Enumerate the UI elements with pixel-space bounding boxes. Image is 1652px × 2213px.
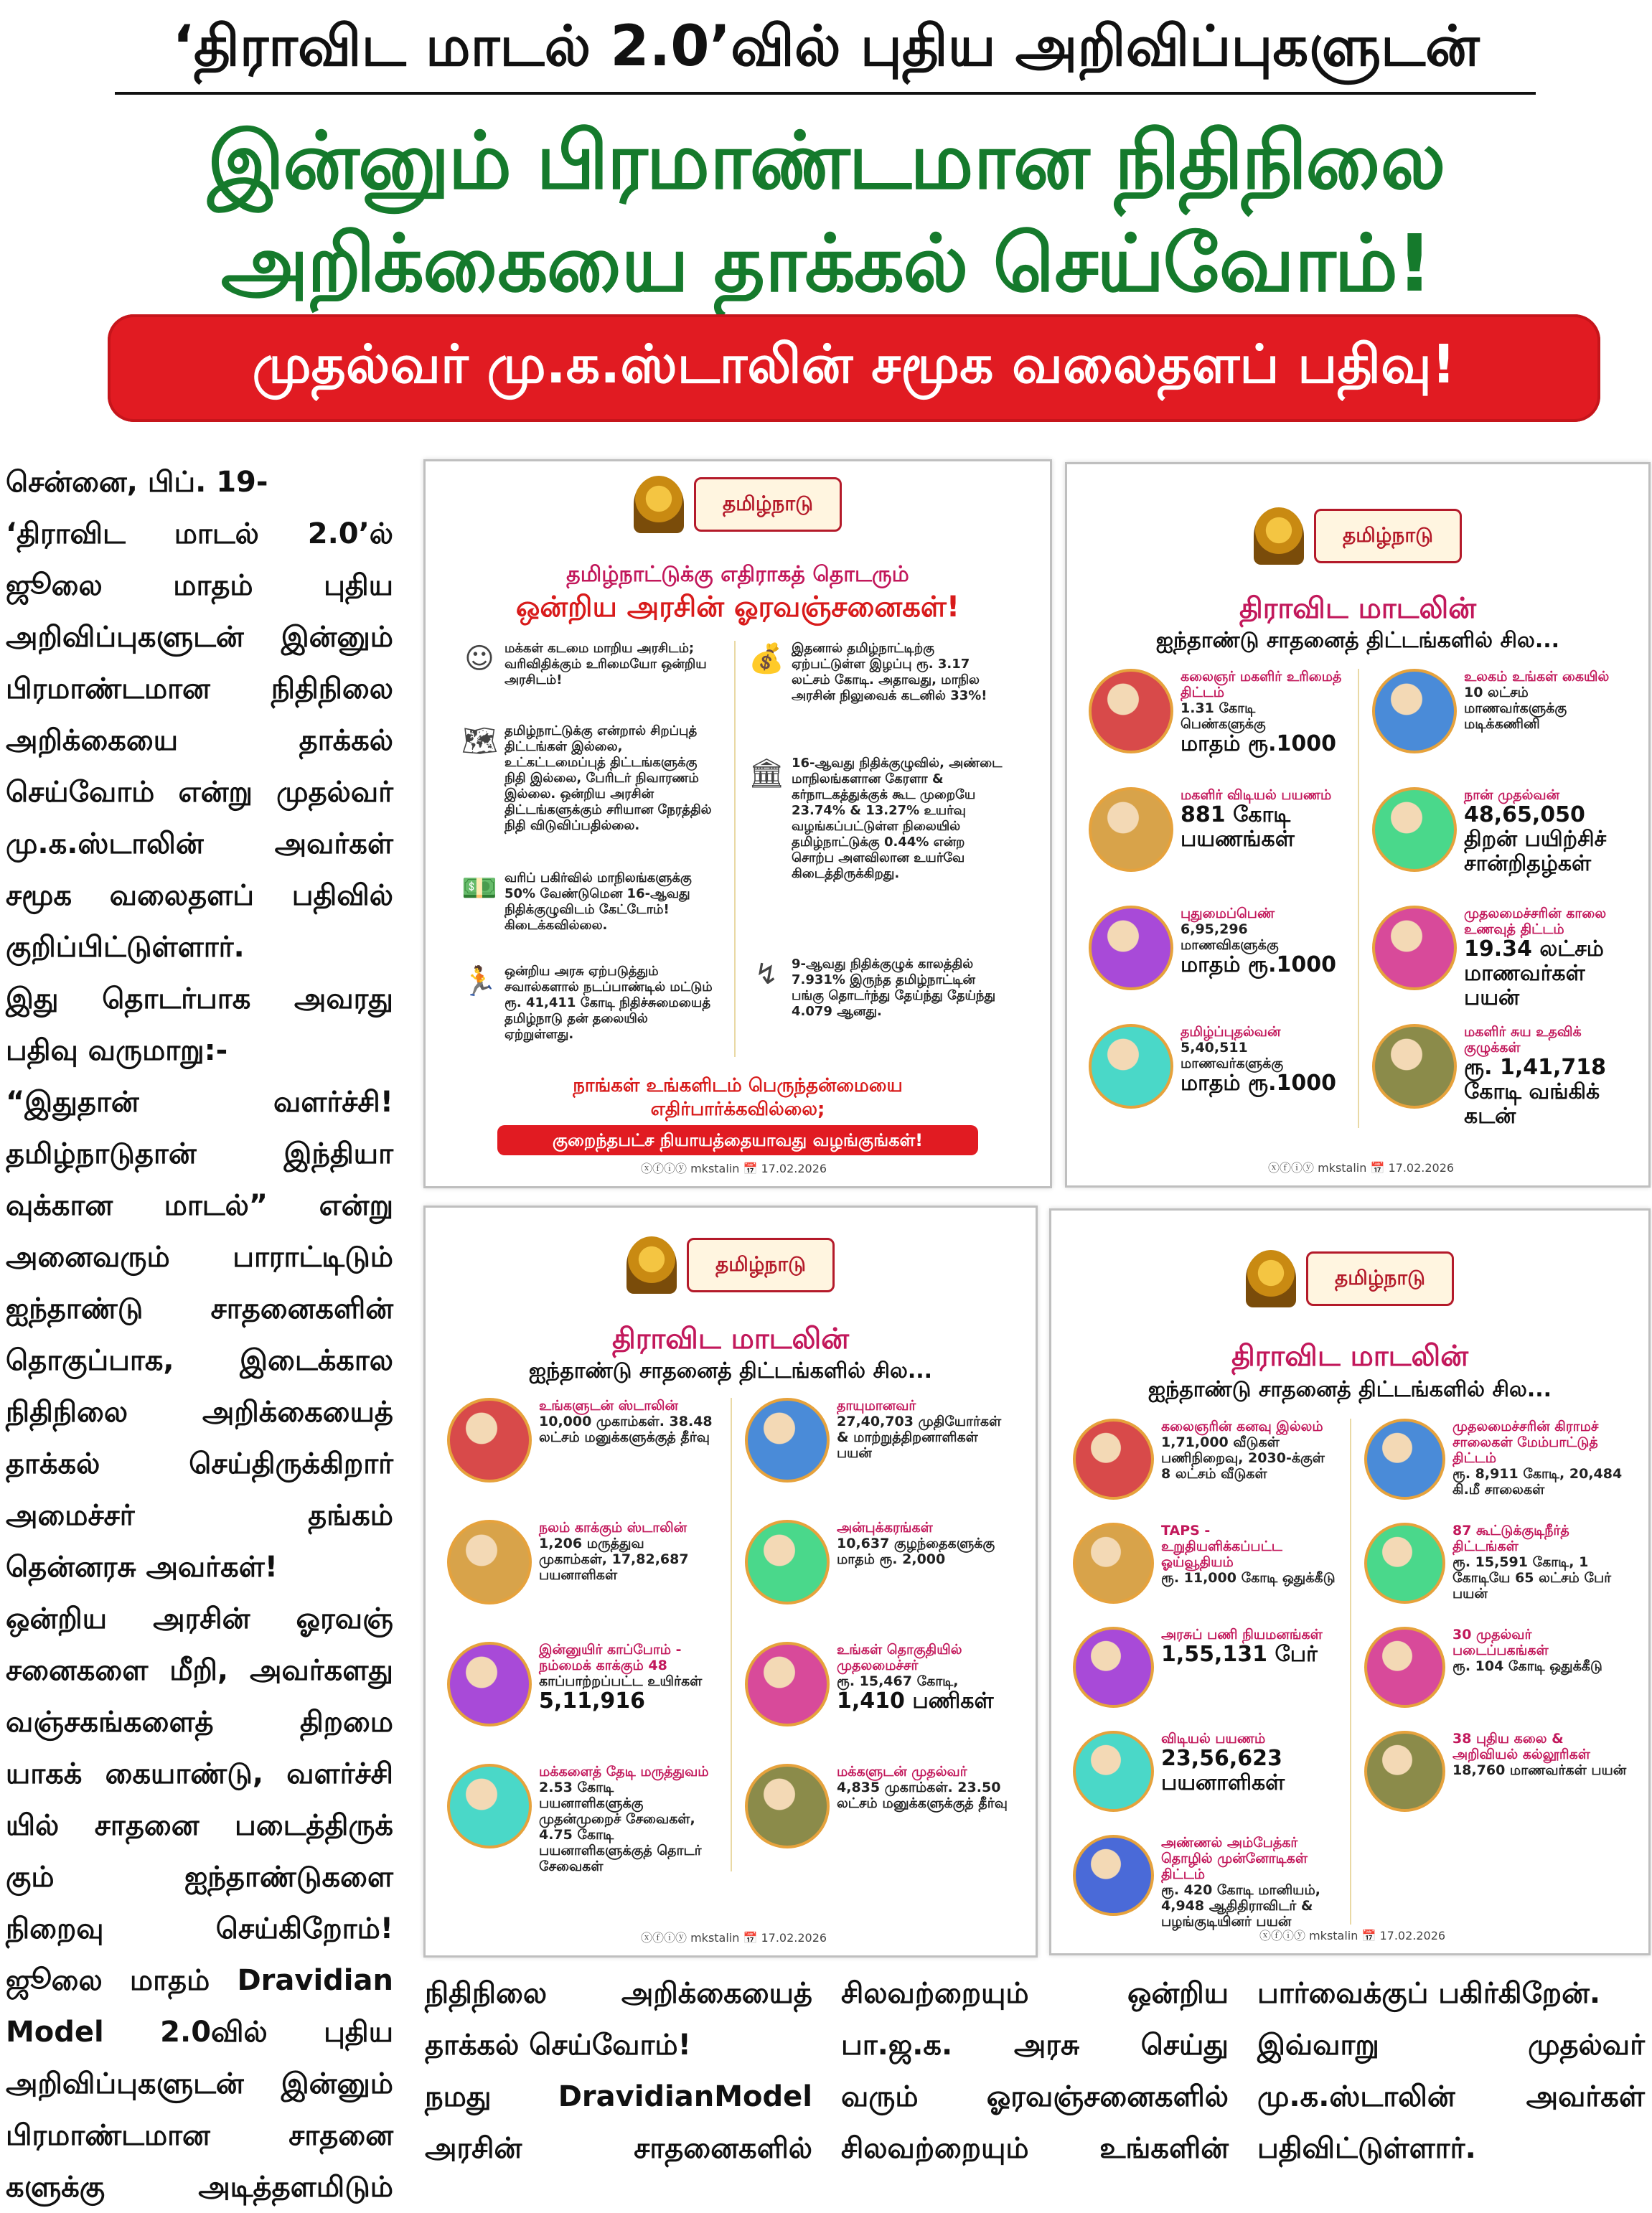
card4-title: திராவிட மாடலின்	[1231, 1340, 1469, 1373]
card2-item-text	[1464, 1024, 1627, 1129]
tn-emblem-icon	[1254, 507, 1304, 565]
card3-item-highlight: 1,410 பணிகள்	[837, 1688, 994, 1714]
card2-item	[1372, 1024, 1627, 1129]
tn-emblem-icon	[1246, 1250, 1296, 1307]
card2-item-photo	[1372, 906, 1457, 990]
card4-item-photo	[1073, 1835, 1154, 1916]
article-column-left	[6, 456, 393, 2213]
tamilnadu-logo: தமிழ்நாடு	[694, 477, 842, 532]
tn-emblem-icon	[626, 1236, 677, 1294]
card3-item-highlight: 5,11,916	[539, 1688, 646, 1714]
main-headline: இன்னும் பிரமாண்டமான நிதிநிலை அறிக்கையை தாக்கல் செய்வோம்!	[207, 115, 1445, 309]
card4-item-photo	[1073, 1523, 1154, 1604]
card1-item-icon: 🏃	[461, 965, 497, 998]
card2-divider	[1358, 669, 1359, 1128]
card2-item-detail: 1.31 கோடி பெண்களுக்கு	[1181, 700, 1266, 732]
card2-item-text	[1464, 787, 1627, 876]
card4-item-text	[1161, 1627, 1323, 1667]
card4-item-photo	[1073, 1731, 1154, 1812]
card2-item-highlight: மாதம் ரூ.1000	[1181, 1071, 1336, 1096]
card3-item-text	[539, 1642, 716, 1714]
article-line: இவ்வாறு முதல்வர்	[1257, 2029, 1645, 2062]
card3-item-photo	[447, 1398, 532, 1483]
card3-item	[447, 1764, 716, 1874]
card2-item-photo	[1372, 787, 1457, 872]
card4-item-text	[1161, 1523, 1336, 1586]
card3-item-text	[539, 1398, 716, 1445]
card3-item-detail: 10,000 முகாம்கள். 38.48 லட்சம் மனுக்களுக்குத் தீர்வு	[539, 1414, 713, 1445]
article-column-bottom-3	[1257, 1968, 1645, 2174]
article-line: நிறைவு செய்கிறோம்!	[6, 1912, 393, 1945]
card3-item-title: நலம் காக்கும் ஸ்டாலின்	[539, 1520, 687, 1536]
card3-item	[447, 1520, 716, 1604]
card1-item	[461, 723, 720, 834]
card2-item-photo	[1089, 906, 1173, 990]
card4-item-title: கலைஞரின் கனவு இல்லம்	[1161, 1419, 1323, 1434]
article-line: ‘திராவிட மாடல் 2.0’ல்	[6, 517, 393, 550]
card2-item-photo	[1089, 1024, 1173, 1109]
card2-item-photo	[1372, 669, 1457, 753]
card4-item-photo	[1364, 1523, 1445, 1604]
article-line: பா.ஜ.க. அரசு செய்து	[841, 2029, 1229, 2062]
card2-item	[1089, 669, 1343, 756]
article-line: வுக்கான மாடல்” என்று	[6, 1189, 393, 1222]
article-line: நிதிநிலை அறிக்கையைத்	[425, 1977, 812, 2010]
card2-item	[1089, 906, 1343, 990]
tamilnadu-logo: தமிழ்நாடு	[687, 1238, 835, 1292]
card1-item	[748, 957, 1007, 1020]
card4-item-title: முதலமைச்சரின் கிராமச் சாலைகள் மேம்பாட்டுத் திட்டம்	[1452, 1419, 1599, 1466]
card-footer: ⓧⓕⓘⓨ mkstalin 📅 17.02.2026	[1268, 1161, 1455, 1175]
card2-item-photo	[1089, 787, 1173, 872]
card1-item-icon: 🗺	[461, 725, 498, 758]
card2-item-title: உலகம் உங்கள் கையில்	[1464, 669, 1610, 685]
card3-item-photo	[745, 1398, 830, 1483]
card3-item-detail: 10,637 குழந்தைகளுக்கு மாதம் ரூ. 2,000	[837, 1536, 995, 1567]
card4-item-photo	[1364, 1419, 1445, 1500]
article-line: சமூக வலைதளப் பதிவில்	[6, 879, 393, 912]
article-line: இது தொடர்பாக அவரது	[6, 982, 393, 1015]
card-logo-row	[1067, 507, 1648, 565]
article-line: குறிப்பிட்டுள்ளார்.	[6, 931, 245, 964]
article-line: தென்னரசு அவர்கள்!	[6, 1551, 278, 1584]
card2-item-text	[1464, 906, 1627, 1010]
card1-item-text: ஒன்றிய அரசு ஏற்படுத்தும் சவால்களால் நடப்பாண்டில் மட்டும் ரூ. 41,411 கோடி நிதிச்சுமையைத் தமிழ்நாடு தன் தலையில் ஏற்றுள்ளது.	[504, 964, 713, 1042]
card4-item	[1364, 1731, 1627, 1812]
card3-divider	[731, 1398, 732, 1871]
card3-title: திராவிட மாடலின்	[611, 1322, 850, 1355]
card3-item-photo	[745, 1520, 830, 1604]
card4-item-text	[1452, 1523, 1627, 1602]
card-logo-row	[426, 1236, 1036, 1294]
card2-title: திராவிட மாடலின்	[1239, 592, 1477, 625]
article-line: தாக்கல் செய்திருக்கிறார்	[6, 1447, 393, 1480]
card1-item-icon: 💰	[748, 642, 784, 675]
card4-item-photo	[1073, 1627, 1154, 1708]
card4-item	[1073, 1419, 1336, 1500]
kicker-headline: ‘திராவிட மாடல் 2.0’வில் புதிய அறிவிப்புகளுடன்	[172, 14, 1480, 79]
card1-item-icon: 🏛	[748, 757, 785, 790]
card-footer: ⓧⓕⓘⓨ mkstalin 📅 17.02.2026	[641, 1931, 827, 1945]
card3-item	[447, 1642, 716, 1726]
banner-text: முதல்வர் மு.க.ஸ்டாலின் சமூக வலைதளப் பதிவு!	[252, 334, 1456, 395]
article-line: மு.க.ஸ்டாலின் அவர்கள்	[1257, 2080, 1645, 2113]
card3-subtitle: ஐந்தாண்டு சாதனைத் திட்டங்களில் சில...	[528, 1358, 933, 1383]
card2-item-highlight: மாதம் ரூ.1000	[1181, 731, 1336, 756]
card-logo-row	[426, 476, 1050, 533]
tamilnadu-logo: தமிழ்நாடு	[1306, 1251, 1454, 1306]
card2-item	[1089, 787, 1343, 872]
article-line: Model 2.0வில் புதிய	[6, 2016, 393, 2049]
card3-item-title: இன்னுயிர் காப்போம் - நம்மைக் காக்கும் 48	[539, 1642, 682, 1673]
card3-item-text	[837, 1764, 1014, 1811]
card4-item-highlight: 23,56,623 பயனாளிகள்	[1161, 1746, 1285, 1795]
article-line: யில் சாதனை படைத்திருக்	[6, 1809, 393, 1842]
card2-item-title: கலைஞர் மகளிர் உரிமைத் திட்டம்	[1181, 669, 1342, 700]
card2-item-highlight: 48,65,050 திறன் பயிற்சிச் சான்றிதழ்கள்	[1464, 802, 1607, 876]
card2-item-title: முதலமைச்சரின் காலை உணவுத் திட்டம்	[1464, 906, 1607, 937]
article-line: நிதிநிலை அறிக்கையைத்	[6, 1396, 393, 1429]
article-line: ஜூலை மாதம் Dravidian	[6, 1964, 393, 1997]
card3-item	[447, 1398, 716, 1483]
card2-item-title: தமிழ்ப்புதல்வன்	[1181, 1024, 1281, 1040]
card2-item-title: புதுமைப்பெண்	[1181, 906, 1275, 921]
card4-item-photo	[1364, 1731, 1445, 1812]
card1-item-icon: 💵	[461, 872, 497, 905]
card3-item-detail: 2.53 கோடி பயனாளிகளுக்கு முதன்முறைச் சேவைகள், 4.75 கோடி பயனாளிகளுக்குத் தொடர் சேவைகள்	[539, 1780, 702, 1874]
article-line: சிலவற்றையும் ஒன்றிய	[841, 1977, 1229, 2010]
card3-item-photo	[745, 1764, 830, 1848]
card3-item-text	[837, 1398, 1014, 1461]
card2-item-detail: 6,95,296 மாணவிகளுக்கு	[1181, 921, 1279, 953]
card4-item-highlight: 1,55,131 பேர்	[1161, 1642, 1318, 1667]
card2-item-highlight: மாதம் ரூ.1000	[1181, 952, 1336, 977]
card1-title-line1: தமிழ்நாட்டுக்கு எதிராகத் தொடரும்	[566, 562, 909, 587]
card3-item-detail: 27,40,703 முதியோர்கள் & மாற்றுத்திறனாளிகள் பயன்	[837, 1414, 1002, 1461]
card3-item-title: அன்புக்கரங்கள்	[837, 1520, 933, 1536]
article-line: அறிவிப்புகளுடன் இன்னும்	[6, 621, 393, 654]
card4-item-detail: 1,71,000 வீடுகள் பணிநிறைவு, 2030-க்குள் 8 லட்சம் வீடுகள்	[1161, 1434, 1325, 1482]
article-line: கும் ஐந்தாண்டுகளை	[6, 1861, 393, 1894]
article-line: ஐந்தாண்டு சாதனைகளின்	[6, 1292, 393, 1325]
card2-item-title: நான் முதல்வன்	[1464, 787, 1560, 803]
card2-item-text	[1181, 1024, 1343, 1096]
article-line: ஒன்றிய அரசின் ஓரவஞ்	[6, 1602, 393, 1635]
card3-item-text	[837, 1642, 1014, 1714]
subhead-banner	[108, 314, 1600, 422]
card2-item-text	[1464, 669, 1627, 732]
card3-item-photo	[447, 1764, 532, 1848]
card-footer: ⓧⓕⓘⓨ mkstalin 📅 17.02.2026	[641, 1162, 827, 1175]
article-line: அமைச்சர் தங்கம்	[6, 1499, 393, 1532]
card1-item-text: 16-ஆவது நிதிக்குழுவில், அண்டை மாநிலங்களான கேரளா & கர்நாடகத்துக்குக் கூட முறையே 23.74% & 13.27% உயர்வு வழங்கப்பட்டுள்ள நிலையில் தமிழ்நாட்டுக்கு 0.44% என்ற சொற்ப அளவிலான உயர்வே கிடைத்திருக்கிறது.	[792, 756, 1003, 881]
card4-subtitle: ஐந்தாண்டு சாதனைத் திட்டங்களில் சில...	[1148, 1377, 1552, 1402]
article-line: சென்னை, பிப். 19-	[6, 466, 268, 499]
card2-subtitle: ஐந்தாண்டு சாதனைத் திட்டங்களில் சில...	[1155, 628, 1560, 653]
article-line: களுக்கு அடித்தளமிடும்	[6, 2171, 393, 2204]
card4-item-text	[1452, 1627, 1627, 1674]
card1-demand-pill: குறைந்தபட்ச நியாயத்தையாவது வழங்குங்கள்!	[497, 1125, 978, 1155]
article-line: வரும் ஓரவஞ்சனைகளில்	[841, 2080, 1229, 2113]
article-line: வஞ்சகங்களைத் திறமை	[6, 1706, 393, 1739]
card2-item-highlight: 19.34 லட்சம் மாணவர்கள் பயன்	[1464, 936, 1604, 1010]
card2-item-text	[1181, 787, 1343, 852]
card4-item-title: 30 முதல்வர் படைப்பகங்கள்	[1452, 1627, 1549, 1658]
card3-item-text	[539, 1764, 716, 1874]
card4-item-detail: ரூ. 8,911 கோடி, 20,484 கி.மீ சாலைகள்	[1452, 1466, 1623, 1498]
card3-item-photo	[447, 1520, 532, 1604]
card3-item-title: உங்கள் தொகுதியில் முதலமைச்சர்	[837, 1642, 962, 1673]
tamilnadu-logo: தமிழ்நாடு	[1314, 509, 1462, 563]
article-line: தமிழ்நாடுதான் இந்தியா	[6, 1137, 393, 1170]
card1-item	[748, 641, 1007, 704]
card3-item	[745, 1764, 1014, 1848]
card4-item	[1073, 1835, 1336, 1930]
article-line: பிரமாண்டமான நிதிநிலை	[6, 672, 393, 705]
card4-item-text	[1161, 1835, 1336, 1930]
card2-item	[1372, 787, 1627, 876]
card1-divider	[734, 641, 736, 1057]
card-achievements-2	[423, 1206, 1038, 1958]
card4-item-detail: 18,760 மாணவர்கள் பயன்	[1452, 1762, 1627, 1778]
card3-item-title: தாயுமானவர்	[837, 1398, 916, 1414]
card3-item-detail: காப்பாற்றப்பட்ட உயிர்கள்	[539, 1673, 703, 1689]
article-line: அறிவிப்புகளுடன் இன்னும்	[6, 2067, 393, 2100]
article-line: நமது DravidianModel	[425, 2080, 812, 2113]
card-achievements-3	[1049, 1208, 1651, 1955]
card3-item-title: மக்களைத் தேடி மருத்துவம்	[539, 1764, 709, 1780]
kicker-underline	[115, 92, 1536, 95]
card2-item	[1372, 906, 1627, 1010]
card1-item-text: வரிப் பகிர்வில் மாநிலங்களுக்கு 50% வேண்டுமென 16-ஆவது நிதிக்குழுவிடம் கேட்டோம்! கிடைக்கவில்லை.	[504, 870, 692, 933]
card3-item-text	[539, 1520, 716, 1583]
card4-item-title: 87 கூட்டுக்குடிநீர்த் திட்டங்கள்	[1452, 1523, 1569, 1554]
card-achievements-1	[1065, 462, 1651, 1188]
card2-item-detail: 5,40,511 மாணவர்களுக்கு	[1181, 1040, 1284, 1071]
card3-item-detail: 4,835 முகாம்கள். 23.50 லட்சம் மனுக்களுக்குத் தீர்வு	[837, 1780, 1008, 1811]
article-line: ஜூலை மாதம் புதிய	[6, 569, 393, 602]
card4-item-photo	[1073, 1419, 1154, 1500]
card-discrimination-list	[423, 459, 1052, 1188]
card3-item-text	[837, 1520, 1014, 1567]
card2-item	[1372, 669, 1627, 753]
card2-item-text	[1181, 906, 1343, 977]
tn-emblem-icon	[634, 476, 684, 533]
card1-item	[461, 870, 720, 934]
article-line: செய்வோம் என்று முதல்வர்	[6, 776, 393, 809]
card4-item-title: TAPS - உறுதியளிக்கப்பட்ட ஓய்வூதியம்	[1161, 1523, 1282, 1570]
card4-item-detail: ரூ. 420 கோடி மானியம், 4,948 ஆதிதிராவிடர் & பழங்குடியினர் பயன்	[1161, 1882, 1320, 1930]
card4-item-title: விடியல் பயணம்	[1161, 1731, 1266, 1747]
article-line: பதிவு வருமாறு:-	[6, 1034, 228, 1067]
card4-item	[1073, 1523, 1336, 1604]
card4-item-title: 38 புதிய கலை & அறிவியல் கல்லூரிகள்	[1452, 1731, 1590, 1762]
card4-item-text	[1452, 1731, 1627, 1778]
card3-item	[745, 1642, 1014, 1726]
card4-item-text	[1161, 1419, 1336, 1482]
card1-item-text: இதனால் தமிழ்நாட்டிற்கு ஏற்பட்டுள்ள இழப்பு ரூ. 3.17 லட்சம் கோடி. அதாவது, மாநில அரசின் நிலுவைக் கடனில் 33%!	[792, 641, 987, 703]
card3-item	[745, 1398, 1014, 1483]
card2-item	[1089, 1024, 1343, 1109]
card4-item-detail: ரூ. 11,000 கோடி ஒதுக்கீடு	[1161, 1570, 1336, 1586]
card1-item	[461, 964, 720, 1043]
card1-item-text: தமிழ்நாட்டுக்கு என்றால் சிறப்புத் திட்டங்கள் இல்லை, உட்கட்டமைப்புத் திட்டங்களுக்கு நிதி இல்லை, பேரிடர் நிவாரணம் இல்லை. ஒன்றிய அரசின் திட்டங்களுக்கும் சரியான நேரத்தில் நிதி விடுவிப்பதில்லை.	[504, 723, 712, 833]
article-line: அறிக்கையை தாக்கல்	[6, 724, 393, 757]
article-line: பிரமாண்டமான சாதனை	[6, 2119, 393, 2152]
card4-item-text	[1452, 1419, 1627, 1498]
article-line: தொகுப்பாக, இடைக்கால	[6, 1344, 393, 1377]
card-footer: ⓧⓕⓘⓨ mkstalin 📅 17.02.2026	[1259, 1929, 1446, 1942]
article-line: மு.க.ஸ்டாலின் அவர்கள்	[6, 827, 393, 860]
card4-item-title: அண்ணல் அம்பேத்கர் தொழில் முன்னோடிகள் திட்டம்	[1161, 1835, 1308, 1882]
card-logo-row	[1051, 1250, 1648, 1307]
article-line: சனைகளை மீறி, அவர்களது	[6, 1654, 393, 1687]
card1-item-text: 9-ஆவது நிதிக்குழுக் காலத்தில் 7.931% இருந்த தமிழ்நாட்டின் பங்கு தொடர்ந்து தேய்ந்து தேய்ந்து 4.079 ஆனது.	[792, 957, 996, 1019]
card1-bottom-line1: நாங்கள் உங்களிடம் பெருந்தன்மையை	[573, 1075, 903, 1096]
card2-item-title: மகளிர் விடியல் பயணம்	[1181, 787, 1332, 803]
article-line: தாக்கல் செய்வோம்!	[425, 2029, 691, 2062]
article-line: பதிவிட்டுள்ளார்.	[1257, 2132, 1476, 2165]
card1-bottom-line2: எதிர்பார்க்கவில்லை;	[650, 1099, 825, 1120]
article-column-bottom-2	[841, 1968, 1229, 2174]
card2-item-photo	[1089, 669, 1173, 753]
card4-item	[1364, 1419, 1627, 1500]
card3-item-detail: 1,206 மருத்துவ முகாம்கள், 17,82,687 பயனாளிகள்	[539, 1536, 689, 1583]
card4-item-text	[1161, 1731, 1336, 1795]
card1-item	[748, 756, 1007, 882]
article-line: சிலவற்றையும் உங்களின்	[841, 2132, 1229, 2165]
card3-item-detail: ரூ. 15,467 கோடி,	[837, 1673, 959, 1689]
card2-item-highlight: 881 கோடி பயணங்கள்	[1181, 802, 1295, 852]
card4-item	[1364, 1523, 1627, 1604]
card3-item-title: உங்களுடன் ஸ்டாலின்	[539, 1398, 678, 1414]
card4-divider	[1350, 1419, 1351, 1925]
card3-item-photo	[745, 1642, 830, 1726]
card3-item-title: மக்களுடன் முதல்வர்	[837, 1764, 967, 1780]
card4-item	[1364, 1627, 1627, 1708]
card4-item	[1073, 1731, 1336, 1812]
card4-item	[1073, 1627, 1336, 1708]
article-line: “இதுதான் வளர்ச்சி!	[6, 1086, 393, 1119]
card2-item-text	[1181, 669, 1343, 756]
card2-item-highlight: ரூ. 1,41,718 கோடி வங்கிக் கடன்	[1464, 1055, 1607, 1129]
card1-item	[461, 641, 720, 688]
card1-item-text: மக்கள் கடமை மாறிய அரசிடம்; வரிவிதிக்கும் உரிமையோ ஒன்றிய அரசிடம்!	[504, 641, 707, 687]
card4-item-detail: ரூ. 104 கோடி ஒதுக்கீடு	[1452, 1658, 1602, 1674]
article-line: அனைவரும் பாராட்டிடும்	[6, 1241, 393, 1274]
card1-item-icon: ☺	[464, 642, 494, 675]
card3-item-photo	[447, 1642, 532, 1726]
card2-item-photo	[1372, 1024, 1457, 1109]
card4-item-detail: ரூ. 15,591 கோடி, 1 கோடியே 65 லட்சம் பேர் பயன்	[1452, 1554, 1612, 1602]
article-line: பார்வைக்குப் பகிர்கிறேன்.	[1257, 1977, 1601, 2010]
card4-item-title: அரசுப் பணி நியமனங்கள்	[1161, 1627, 1323, 1643]
card3-item	[745, 1520, 1014, 1604]
card1-title-line2: ஒன்றிய அரசின் ஓரவஞ்சனைகள்!	[515, 591, 960, 624]
article-line: அரசின் சாதனைகளில்	[425, 2132, 812, 2165]
card2-item-detail: 10 லட்சம் மாணவர்களுக்கு மடிக்கணினி	[1464, 685, 1567, 732]
card4-item-photo	[1364, 1627, 1445, 1708]
article-line: யாகக் கையாண்டு, வளர்ச்சி	[6, 1757, 393, 1790]
card1-item-icon: ↯	[754, 958, 779, 991]
article-column-bottom-1	[425, 1968, 812, 2174]
card2-item-title: மகளிர் சுய உதவிக் குழுக்கள்	[1464, 1024, 1582, 1056]
